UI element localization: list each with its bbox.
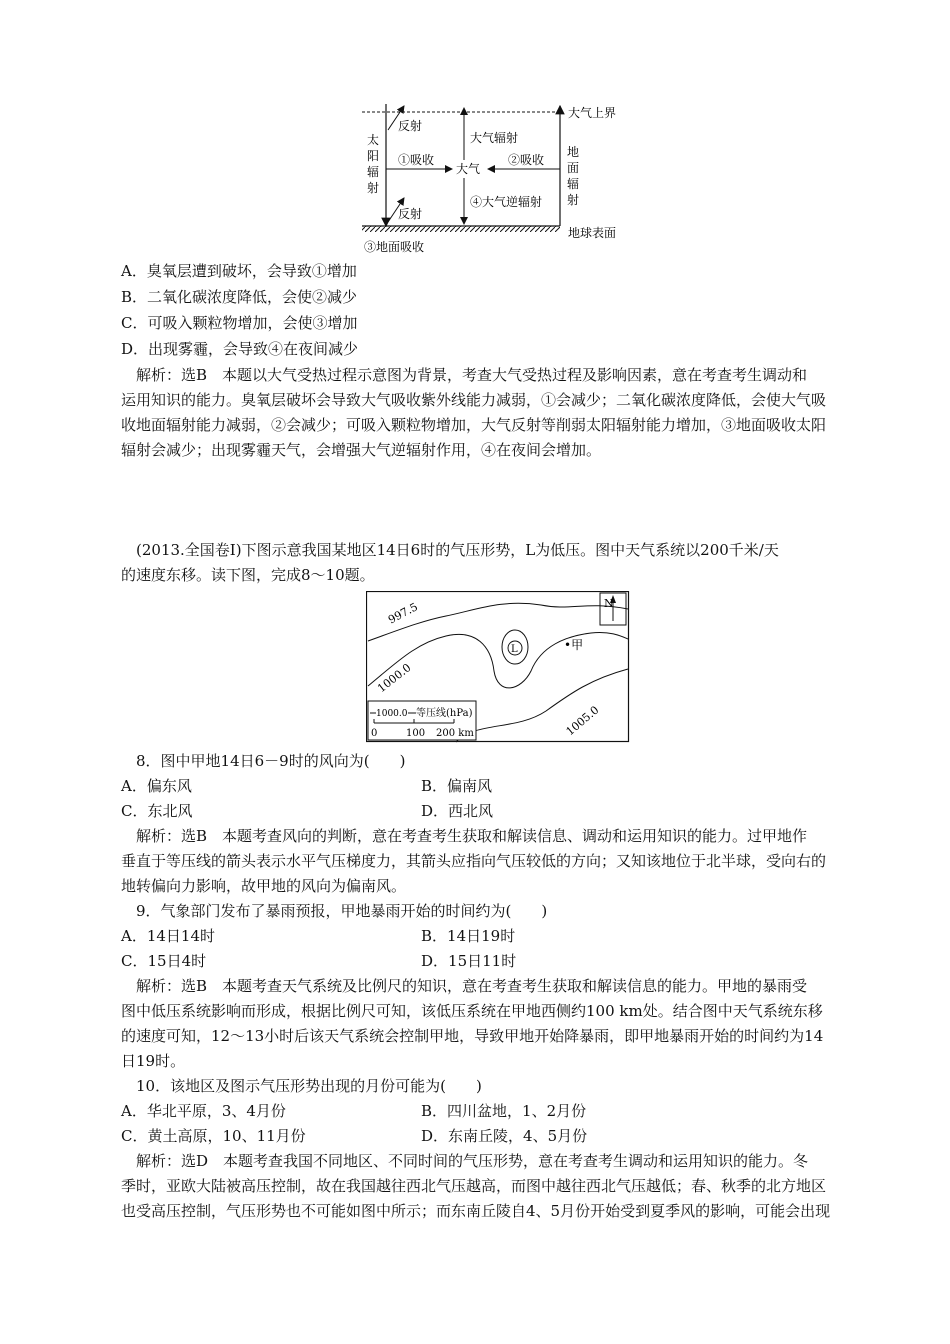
q7-analysis-line: 收地面辐射能力减弱，②会减少；可吸入颗粒物增加，大气反射等削弱太阳辐射能力增加，③地面吸收太阳 bbox=[121, 416, 827, 434]
q9-option-a: A．14日14时 bbox=[121, 927, 216, 945]
isobar-1005-label: 1005.0 bbox=[563, 703, 602, 739]
absorb2-label: ②吸收 bbox=[508, 153, 545, 167]
ground-absorb-label: ③地面吸收 bbox=[364, 240, 425, 254]
q10-stem: 10．该地区及图示气压形势出现的月份可能为( ) bbox=[136, 1077, 482, 1095]
q10-analysis-line: 季时，亚欧大陆被高压控制，故在我国越往西北气压越高，而图中越往西北气压越低；春、秋季的北方地区 bbox=[121, 1177, 827, 1195]
scale-0: 0 bbox=[371, 728, 378, 739]
q8-analysis-line: 垂直于等压线的箭头表示水平气压梯度力，其箭头应指向气压较低的方向；又知该地位于北半球，受向右的 bbox=[121, 852, 827, 870]
pressure-map bbox=[366, 591, 630, 743]
q7-analysis-line: 辐射会减少；出现雾霾天气，会增强大气逆辐射作用，④在夜间会增加。 bbox=[121, 441, 602, 459]
q9-analysis-line: 日19时。 bbox=[121, 1052, 186, 1070]
q8-option-a: A．偏东风 bbox=[121, 777, 192, 795]
place-label: •甲 bbox=[564, 638, 584, 652]
q10-option-d: D．东南丘陵，4、5月份 bbox=[421, 1127, 588, 1145]
q8-option-b: B．偏南风 bbox=[421, 777, 493, 795]
scale-200: 200 km bbox=[436, 728, 474, 739]
q9-option-d: D．15日11时 bbox=[421, 952, 517, 970]
absorb1-label: ①吸收 bbox=[398, 153, 435, 167]
reflect-top-label: 反射 bbox=[398, 119, 423, 133]
solar-radiation-label: 太阳辐射 bbox=[367, 133, 380, 195]
low-label: L bbox=[511, 644, 518, 655]
q7-analysis-line: 解析：选B 本题以大气受热过程示意图为背景，考查大气受热过程及影响因素，意在考查考生调动和 bbox=[136, 366, 808, 384]
q9-option-b: B．14日19时 bbox=[421, 927, 516, 945]
atmosphere-label: 大气 bbox=[456, 162, 481, 176]
atmosphere-heating-diagram bbox=[360, 102, 630, 254]
top-boundary-label: 大气上界 bbox=[568, 106, 617, 120]
north-label: N bbox=[604, 597, 614, 610]
q9-stem: 9．气象部门发布了暴雨预报，甲地暴雨开始的时间约为( ) bbox=[136, 902, 548, 920]
q10-analysis-line: 解析：选D 本题考查我国不同地区、不同时间的气压形势，意在考查考生调动和运用知识的能力。冬 bbox=[136, 1152, 809, 1170]
q9-analysis-line: 图中低压系统影响而形成，根据比例尺可知，该低压系统在甲地西侧约100 km处。结合图中天气系统东移 bbox=[121, 1002, 823, 1020]
q7-option-a: A．臭氧层遭到破坏，会导致①增加 bbox=[121, 262, 357, 280]
isobar-1000-label: 1000.0 bbox=[375, 661, 414, 696]
ground-radiation-label: 地面辐射 bbox=[567, 145, 580, 207]
q10-option-b: B．四川盆地，1、2月份 bbox=[421, 1102, 587, 1120]
q10-analysis-line: 也受高压控制，气压形势也不可能如图中所示；而东南丘陵自4、5月份开始受到夏季风的影响，可能会出现 bbox=[121, 1202, 831, 1220]
q10-option-c: C．黄土高原，10、11月份 bbox=[121, 1127, 306, 1145]
q8-option-c: C．东北风 bbox=[121, 802, 193, 820]
intro-line: 的速度东移。读下图，完成8～10题。 bbox=[121, 566, 375, 584]
q7-option-d: D．出现雾霾，会导致④在夜间减少 bbox=[121, 340, 359, 358]
q9-option-c: C．15日4时 bbox=[121, 952, 207, 970]
reflect-bottom-label: 反射 bbox=[398, 207, 423, 221]
legend-value: 1000.0 bbox=[376, 709, 408, 719]
ground-hatch bbox=[362, 226, 560, 232]
isobar-997-5-label: 997.5 bbox=[386, 600, 420, 627]
earth-surface-label: 地球表面 bbox=[568, 226, 617, 240]
scale-100: 100 bbox=[406, 728, 426, 739]
atm-radiation-label: 大气辐射 bbox=[470, 131, 519, 145]
q7-option-c: C．可吸入颗粒物增加，会使③增加 bbox=[121, 314, 358, 332]
q8-analysis-line: 地转偏向力影响，故甲地的风向为偏南风。 bbox=[121, 877, 407, 895]
q7-option-b: B．二氧化碳浓度降低，会使②减少 bbox=[121, 288, 358, 306]
q9-analysis-line: 的速度可知，12～13小时后该天气系统会控制甲地，导致甲地开始降暴雨，即甲地暴雨开始的时间约为14 bbox=[121, 1027, 824, 1045]
q7-analysis-line: 运用知识的能力。臭氧层破坏会导致大气吸收紫外线能力减弱，①会减少；二氧化碳浓度降低，会使大气吸 bbox=[121, 391, 827, 409]
back-radiation-label: ④大气逆辐射 bbox=[470, 195, 543, 209]
q10-option-a: A．华北平原，3、4月份 bbox=[121, 1102, 286, 1120]
q9-analysis-line: 解析：选B 本题考查天气系统及比例尺的知识，意在考查考生获取和解读信息的能力。甲地的暴雨受 bbox=[136, 977, 808, 995]
q8-stem: 8．图中甲地14日6－9时的风向为( ) bbox=[136, 752, 406, 770]
legend-label: 等压线(hPa) bbox=[416, 708, 473, 719]
q8-option-d: D．西北风 bbox=[421, 802, 494, 820]
q8-analysis-line: 解析：选B 本题考查风向的判断，意在考查考生获取和解读信息、调动和运用知识的能力。过甲地作 bbox=[136, 827, 808, 845]
intro-line: (2013.全国卷Ⅰ)下图示意我国某地区14日6时的气压形势，L为低压。图中天气系统以200千米/天 bbox=[136, 541, 779, 559]
